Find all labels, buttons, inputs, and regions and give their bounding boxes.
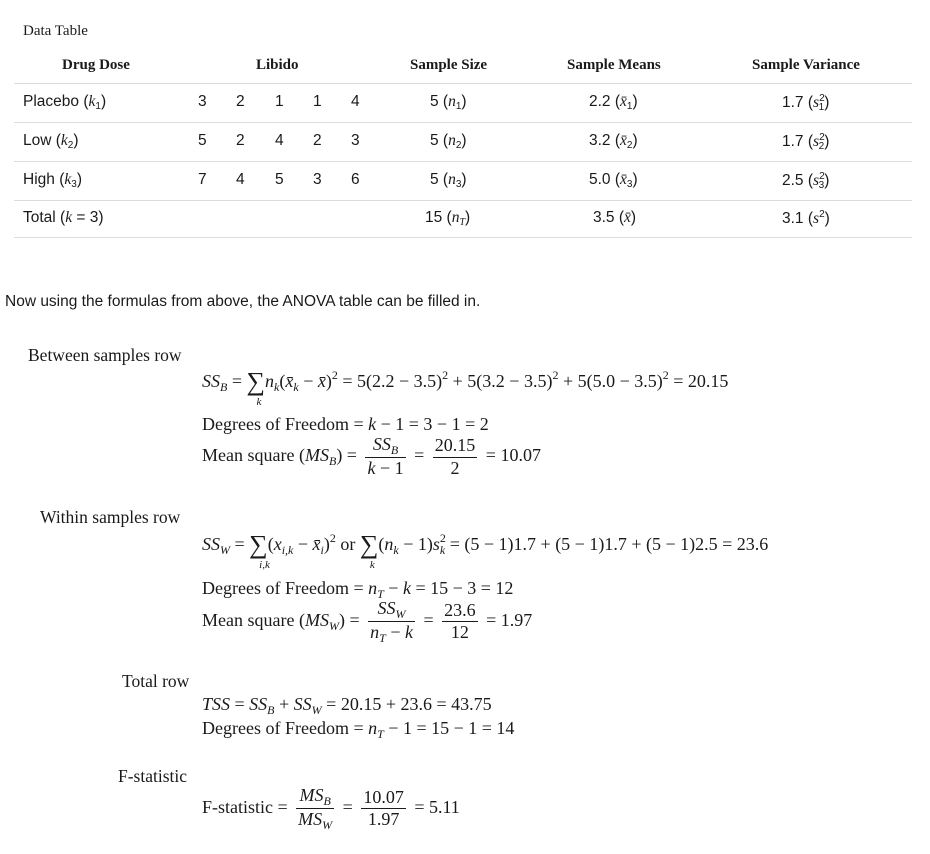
f-statistic-equation: F-statistic = $\frac{MS_B}{MS_W}$ = $\frac{10.07}{1.97}$ = 5.11: [202, 785, 460, 833]
data-table-title: Data Table: [23, 23, 88, 39]
total-row-section-label: Total row: [122, 671, 190, 691]
ss-within-result: 23.6: [736, 534, 769, 554]
dose-cell: High $(k_3)$: [23, 171, 82, 190]
f-statistic-result: 5.11: [428, 797, 460, 818]
ms-within-result: 1.97: [500, 610, 533, 631]
total-size-value: 15: [425, 209, 443, 226]
size-value: 5: [430, 132, 439, 149]
f-statistic-eq-label: F-statistic: [202, 797, 273, 818]
sample-variance-cell: 1.7 $(s^2_2)$: [782, 132, 830, 152]
ms-within-fraction-symbolic: $\frac{SS_W}{n_T - k}$: [370, 598, 413, 646]
mean-value: 5.0: [589, 171, 611, 188]
dose-label: Placebo: [23, 93, 80, 110]
header-sample-means: Sample Means: [567, 57, 661, 73]
variance-value: 2.5: [782, 172, 804, 189]
table-divider: [14, 161, 912, 162]
df-within-equation: Degrees of Freedom = $n_T - k = 15 - 3 = 12$: [202, 578, 514, 601]
sample-variance-cell: 1.7 $(s^2_1)$: [782, 93, 830, 113]
dose-label: High: [23, 171, 55, 188]
libido-value: 3: [313, 171, 322, 188]
tss-equation: TSS = $SS_B + SS_W = 20.15 + 23.6 = 43.75$: [202, 694, 492, 717]
sample-size-cell: 5 $(n_1)$: [430, 93, 467, 112]
total-sample-mean: 3.5 (x̄): [593, 209, 637, 226]
total-label-text: Total: [23, 209, 56, 226]
table-divider: [14, 237, 912, 238]
sample-mean-cell: 3.2 $(x̄_2)$: [589, 132, 638, 151]
variance-value: 1.7: [782, 133, 804, 150]
f-fraction-numeric: $\frac{10.07}{1.97}$: [363, 786, 404, 830]
ms-between-equation: Mean square $(MS_B)$ = $\frac{SS_B}{k - 1}$ = $\frac{20.15}{2}$ = 10.07: [202, 434, 541, 479]
header-drug-dose: Drug Dose: [62, 57, 130, 73]
mean-value: 3.2: [589, 132, 611, 149]
size-value: 5: [430, 171, 439, 188]
df-total-label: Degrees of Freedom: [202, 718, 349, 738]
total-mean-value: 3.5: [593, 209, 615, 226]
dose-label: Low: [23, 132, 52, 149]
ms-within-label: Mean square: [202, 610, 295, 631]
header-sample-variance: Sample Variance: [752, 57, 860, 73]
table-divider: [14, 83, 912, 84]
total-sample-variance: 3.1 $(s^2)$: [782, 209, 830, 227]
sample-size-cell: 5 $(n_2)$: [430, 132, 467, 151]
f-statistic-section-label: F-statistic: [118, 766, 188, 786]
total-sample-size: 15 $(n_T)$: [425, 209, 471, 228]
libido-value: 4: [275, 132, 284, 149]
libido-value: 3: [351, 132, 360, 149]
libido-value: 5: [198, 132, 207, 149]
libido-value: 5: [275, 171, 284, 188]
total-row-label: Total (k = 3): [23, 209, 104, 226]
df-between-result: 2: [479, 414, 489, 434]
libido-value: 7: [198, 171, 207, 188]
intro-text: Now using the formulas from above, the ANOVA table can be filled in.: [5, 293, 481, 310]
df-between-label: Degrees of Freedom: [202, 414, 349, 434]
table-divider: [14, 200, 912, 201]
dose-cell: Placebo $(k_1)$: [23, 93, 107, 112]
header-libido: Libido: [256, 57, 299, 73]
tss-result: 43.75: [451, 694, 492, 714]
mean-value: 2.2: [589, 93, 611, 110]
libido-value: 2: [313, 132, 322, 149]
table-divider: [14, 122, 912, 123]
libido-value: 4: [236, 171, 245, 188]
sample-variance-cell: 2.5 $(s^2_3)$: [782, 171, 830, 191]
sample-size-cell: 5 $(n_3)$: [430, 171, 467, 190]
ms-between-result: 10.07: [500, 445, 541, 466]
libido-value: 3: [198, 93, 207, 110]
libido-value: 1: [313, 93, 322, 110]
within-samples-label: Within samples row: [40, 507, 181, 527]
size-value: 5: [430, 93, 439, 110]
ss-between-equation: $SS_B$ = ∑ k $n_k(x̄_k$ − x̄)$^2$ = $5(2.2 - 3.5)^2 + 5(3.2 - 3.5)^2 + 5(5.0 - 3.5)^2 = 20.15$: [202, 367, 729, 408]
ms-between-label: Mean square: [202, 445, 295, 466]
dose-cell: Low $(k_2)$: [23, 132, 79, 151]
header-sample-size: Sample Size: [410, 57, 488, 73]
df-total-equation: Degrees of Freedom = $n_T - 1 = 15 - 1 = 14$: [202, 718, 515, 741]
df-between-equation: Degrees of Freedom = k − 1 = 3 − 1 = 2: [202, 414, 489, 434]
df-total-result: 14: [496, 718, 515, 738]
ms-within-fraction-numeric: $\frac{23.6}{12}$: [444, 599, 476, 643]
df-within-label: Degrees of Freedom: [202, 578, 349, 598]
ms-between-fraction-symbolic: $\frac{SS_B}{k - 1}$: [367, 434, 404, 479]
libido-value: 6: [351, 171, 360, 188]
f-fraction-symbolic: $\frac{MS_B}{MS_W}$: [298, 785, 333, 833]
sample-mean-cell: 2.2 $(x̄_1)$: [589, 93, 638, 112]
df-within-result: 12: [495, 578, 514, 598]
sample-mean-cell: 5.0 $(x̄_3)$: [589, 171, 638, 190]
total-variance-value: 3.1: [782, 210, 804, 227]
libido-value: 1: [275, 93, 284, 110]
ms-between-fraction-numeric: $\frac{20.15}{2}$: [434, 434, 476, 478]
variance-value: 1.7: [782, 94, 804, 111]
libido-value: 2: [236, 132, 245, 149]
ms-within-equation: Mean square $(MS_W)$ = $\frac{SS_W}{n_T - k}$ = $\frac{23.6}{12}$ = 1.97: [202, 598, 533, 646]
libido-value: 4: [351, 93, 360, 110]
ss-between-result: 20.15: [687, 371, 729, 391]
between-samples-label: Between samples row: [28, 345, 182, 365]
libido-value: 2: [236, 93, 245, 110]
total-k-value: 3: [89, 209, 99, 226]
ss-within-equation: $SS_W$ = ∑ i,k ($x_{i,k}$ − $x̄_i)^2$ or ∑ k $(n_k - 1)s^2_k = (5 - 1)1.7 + (5 - 1)1.7 + (5 - 1)2.5 = 23.6$: [202, 530, 769, 571]
